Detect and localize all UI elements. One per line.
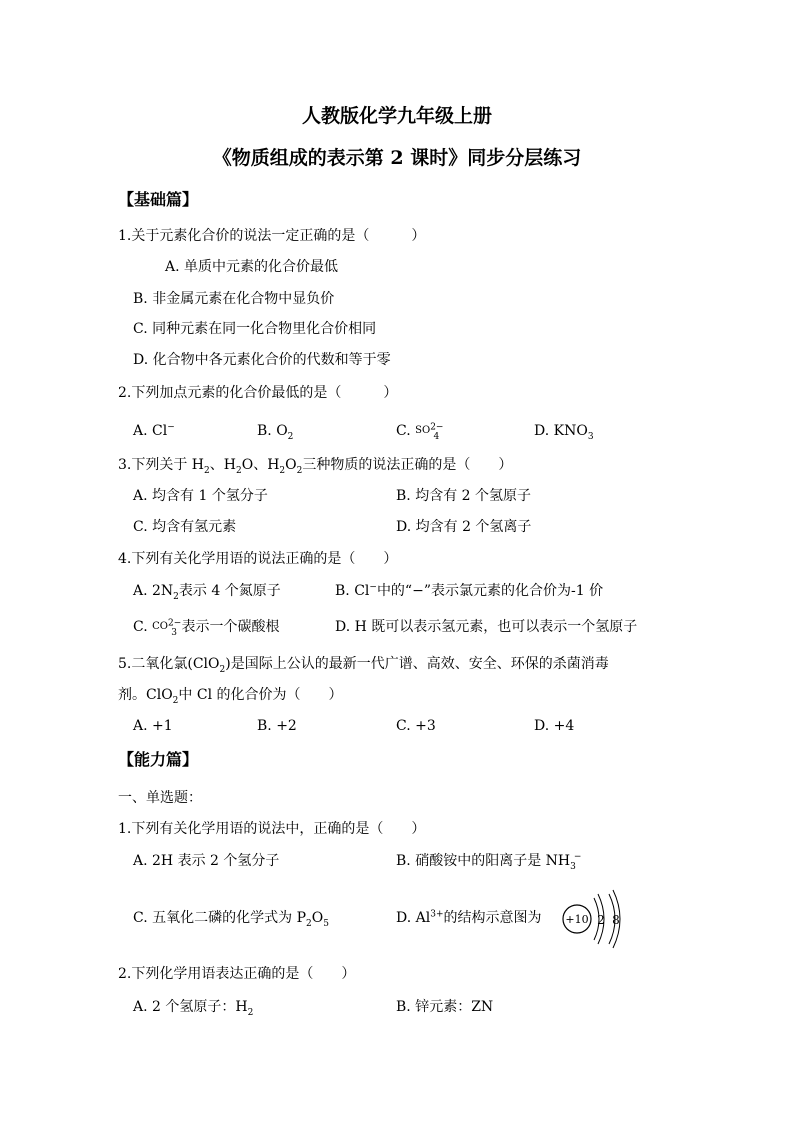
question-stem: 4.下列有关化学用语的说法正确的是（ ） (118, 551, 398, 567)
option-c: C. $SO^{2-}_4$ (396, 422, 444, 442)
aluminum-ion-structure-diagram (560, 888, 630, 950)
question-stem: 2.下列加点元素的化合价最低的是（ ） (118, 385, 398, 401)
option-d: D. 均含有 2 个氢离子 (396, 519, 532, 535)
option-b: B. 非金属元素在化合物中显负价 (133, 291, 335, 307)
document-subtitle: 《物质组成的表示第 2 课时》同步分层练习 (212, 147, 582, 169)
option-a: A. $2N_2$表示 4 个氮原子 (133, 583, 281, 602)
option-c: C. $CO^{2-}_3$ 表示一个碳酸根 (133, 618, 280, 638)
question-stem: 5.二氧化氯(ClO$_2$)是国际上公认的最新一代广谱、高效、安全、环保的杀菌消毒 (118, 656, 609, 675)
option-a: A. 单质中元素的化合价最低 (165, 259, 339, 275)
option-b: B. 均含有 2 个氢原子 (396, 488, 531, 504)
shell-2-electrons: 8 (612, 913, 620, 927)
subsection-heading: 一、单选题： (118, 790, 202, 806)
option-c: C. 均含有氢元素 (133, 519, 237, 535)
section-heading-ability: 【能力篇】 (118, 750, 199, 769)
section-heading-basic: 【基础篇】 (118, 190, 199, 209)
document-title: 人教版化学九年级上册 (301, 105, 492, 127)
option-d: D. $Al^{3+}$的结构示意图为 (396, 909, 542, 926)
question-stem: 1.关于元素化合价的说法一定正确的是（ ） (118, 228, 426, 244)
option-c: C. 五氧化二磷的化学式为 $P_2O_5$ (133, 910, 329, 929)
question-stem: 2.下列化学用语表达正确的是（ ） (118, 966, 356, 982)
option-a: A. +1 (133, 718, 173, 734)
option-b: B. Cl−中的“−”表示氯元素的化合价为-1 价 (335, 582, 604, 599)
shell-1-electrons: 2 (597, 913, 605, 927)
option-a: A. 均含有 1 个氢分子 (133, 488, 268, 504)
option-a: A. 2 个氢原子：$H_2$ (133, 999, 254, 1018)
option-c: C. 同种元素在同一化合物里化合价相同 (133, 321, 377, 337)
question-stem: 3.下列关于 $H_2$、$H_2O$、$H_2O_2$三种物质的说法正确的是（ ） (118, 457, 513, 476)
option-d: D. 化合物中各元素化合价的代数和等于零 (133, 352, 391, 368)
option-b: B. 锌元素：ZN (396, 999, 494, 1015)
question-stem: 1.下列有关化学用语的说法中，正确的是（ ） (118, 821, 426, 837)
question-stem-cont: 剂。ClO$_2$中 Cl 的化合价为（ ） (118, 687, 343, 706)
option-c: C. +3 (396, 718, 436, 734)
option-d: D. H 既可以表示氢元素，也可以表示一个氢原子 (335, 619, 638, 635)
option-a: A. Cl− (133, 422, 175, 439)
option-d: D. $KNO_3$ (534, 423, 594, 442)
option-a: A. 2H 表示 2 个氢分子 (133, 853, 280, 869)
option-b: B. +2 (257, 718, 297, 734)
option-d: D. +4 (534, 718, 575, 734)
nucleus-charge: +10 (565, 913, 589, 926)
option-b: B. $O_2$ (257, 423, 294, 442)
option-b: B. 硝酸铵中的阳离子是 $NH_3^-$ (396, 852, 582, 872)
